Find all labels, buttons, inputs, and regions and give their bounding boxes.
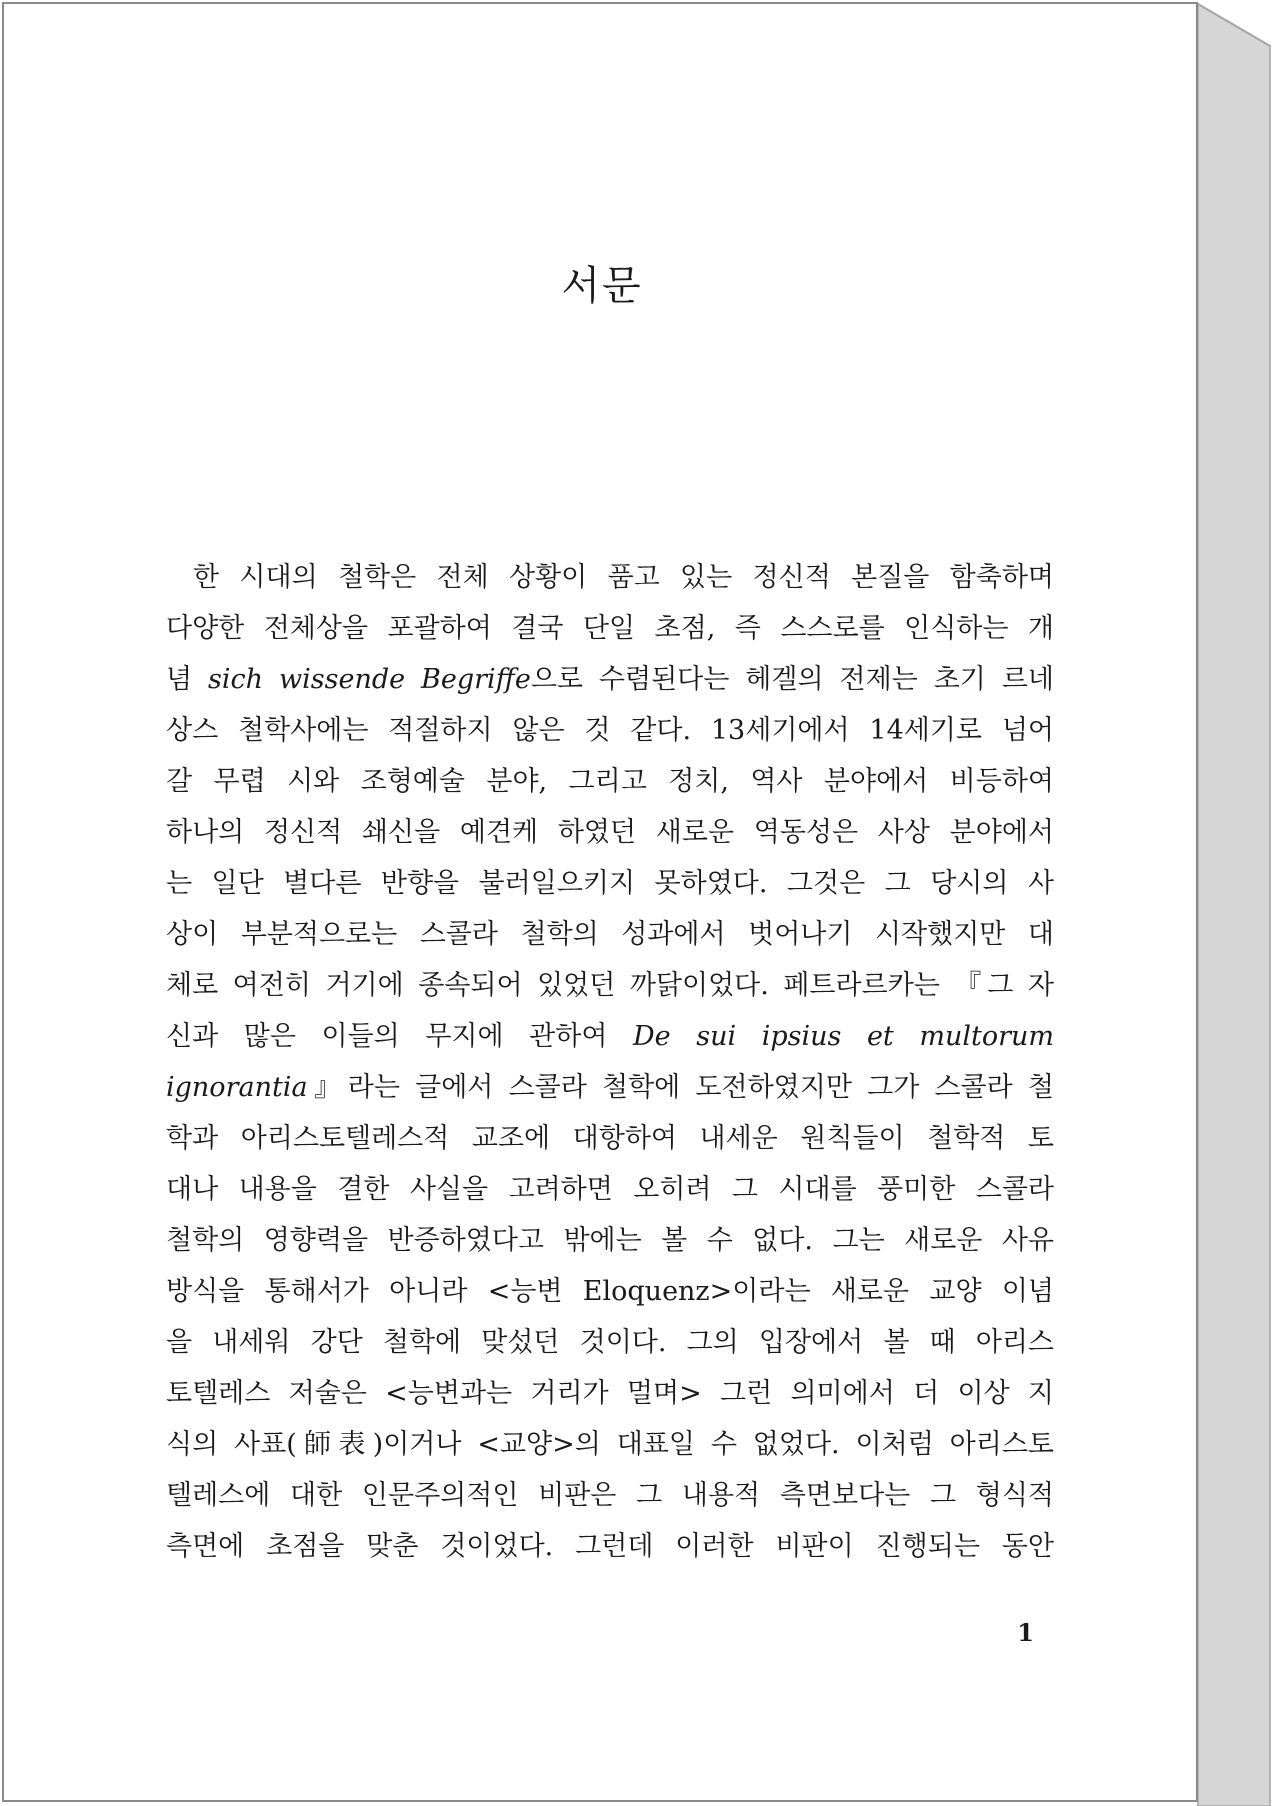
text-line (166, 1419, 1054, 1470)
text-line (166, 1521, 1054, 1572)
text-line (166, 1215, 1054, 1266)
text-segment: 식의 사표(師表)이거나 <교양>의 대표일 수 없었다. 이처럼 아리스토 (166, 1429, 1054, 1460)
text-line (166, 1113, 1054, 1164)
text-line (166, 552, 1054, 603)
text-line (166, 654, 1054, 705)
text-line (166, 909, 1054, 960)
text-segment: 철학의 영향력을 반증하였다고 밖에는 볼 수 없다. 그는 새로운 사유 (166, 1225, 1054, 1256)
text-segment: 방식을 통해서가 아니라 <능변 Eloquenz>이라는 새로운 교양 이념 (166, 1276, 1054, 1307)
text-segment: 한 시대의 철학은 전체 상황이 품고 있는 정신적 본질을 함축하며 (193, 562, 1054, 593)
document-page (2, 2, 1198, 1802)
text-line (166, 858, 1054, 909)
text-segment: 념 (166, 664, 209, 695)
text-segment: 다양한 전체상을 포괄하여 결국 단일 초점, 즉 스스로를 인식하는 개 (166, 613, 1054, 644)
text-segment: 체로 여전히 거기에 종속되어 있었던 까닭이었다. 페트라르카는 『그 자 (166, 970, 1054, 1001)
text-segment: 을 내세워 강단 철학에 맞섰던 것이다. 그의 입장에서 볼 때 아리스 (166, 1327, 1054, 1358)
text-segment: 』라는 글에서 스콜라 철학에 도전하였지만 그가 스콜라 철 (307, 1072, 1054, 1103)
text-line (166, 1317, 1054, 1368)
text-segment: 학과 아리스토텔레스적 교조에 대항하여 내세운 원칙들이 철학적 토 (166, 1123, 1054, 1154)
text-line (166, 1266, 1054, 1317)
text-segment: 상이 부분적으로는 스콜라 철학의 성과에서 벗어나기 시작했지만 대 (166, 919, 1054, 950)
text-line (166, 1368, 1054, 1419)
page-number: 1 (1017, 1618, 1034, 1647)
italic-term: ignorantia (166, 1072, 308, 1103)
text-line (166, 960, 1054, 1011)
text-segment: 텔레스에 대한 인문주의적인 비판은 그 내용적 측면보다는 그 형식적 (166, 1480, 1054, 1511)
text-segment: 는 일단 별다른 반향을 불러일으키지 못하였다. 그것은 그 당시의 사 (166, 868, 1054, 899)
text-line (166, 756, 1054, 807)
text-line (166, 1062, 1054, 1113)
text-segment: 으로 수렴된다는 헤겔의 전제는 초기 르네 (530, 664, 1054, 695)
text-segment: 측면에 초점을 맞춘 것이었다. 그런데 이러한 비판이 진행되는 동안 (166, 1531, 1054, 1562)
text-line (166, 1164, 1054, 1215)
text-segment: 상스 철학사에는 적절하지 않은 것 같다. 13세기에서 14세기로 넘어 (166, 715, 1054, 746)
italic-term: De sui ipsius et multorum (633, 1021, 1054, 1052)
text-segment: 갈 무렵 시와 조형예술 분야, 그리고 정치, 역사 분야에서 비등하여 (166, 766, 1054, 797)
text-segment: 토텔레스 저술은 <능변과는 거리가 멀며> 그런 의미에서 더 이상 지 (166, 1378, 1054, 1409)
text-line (166, 1470, 1054, 1521)
text-line (166, 705, 1054, 756)
text-line (166, 1011, 1054, 1062)
text-line (166, 807, 1054, 858)
body-text (166, 552, 1054, 1572)
book-side-face (1198, 4, 1270, 1806)
text-segment: 하나의 정신적 쇄신을 예견케 하였던 새로운 역동성은 사상 분야에서 (166, 817, 1054, 848)
text-segment: 신과 많은 이들의 무지에 관하여 (166, 1021, 634, 1052)
text-segment: 대나 내용을 결한 사실을 고려하면 오히려 그 시대를 풍미한 스콜라 (166, 1174, 1054, 1205)
text-line (166, 603, 1054, 654)
page-title: 서문 (561, 263, 643, 309)
italic-term: sich wissende Begriffe (208, 664, 531, 695)
